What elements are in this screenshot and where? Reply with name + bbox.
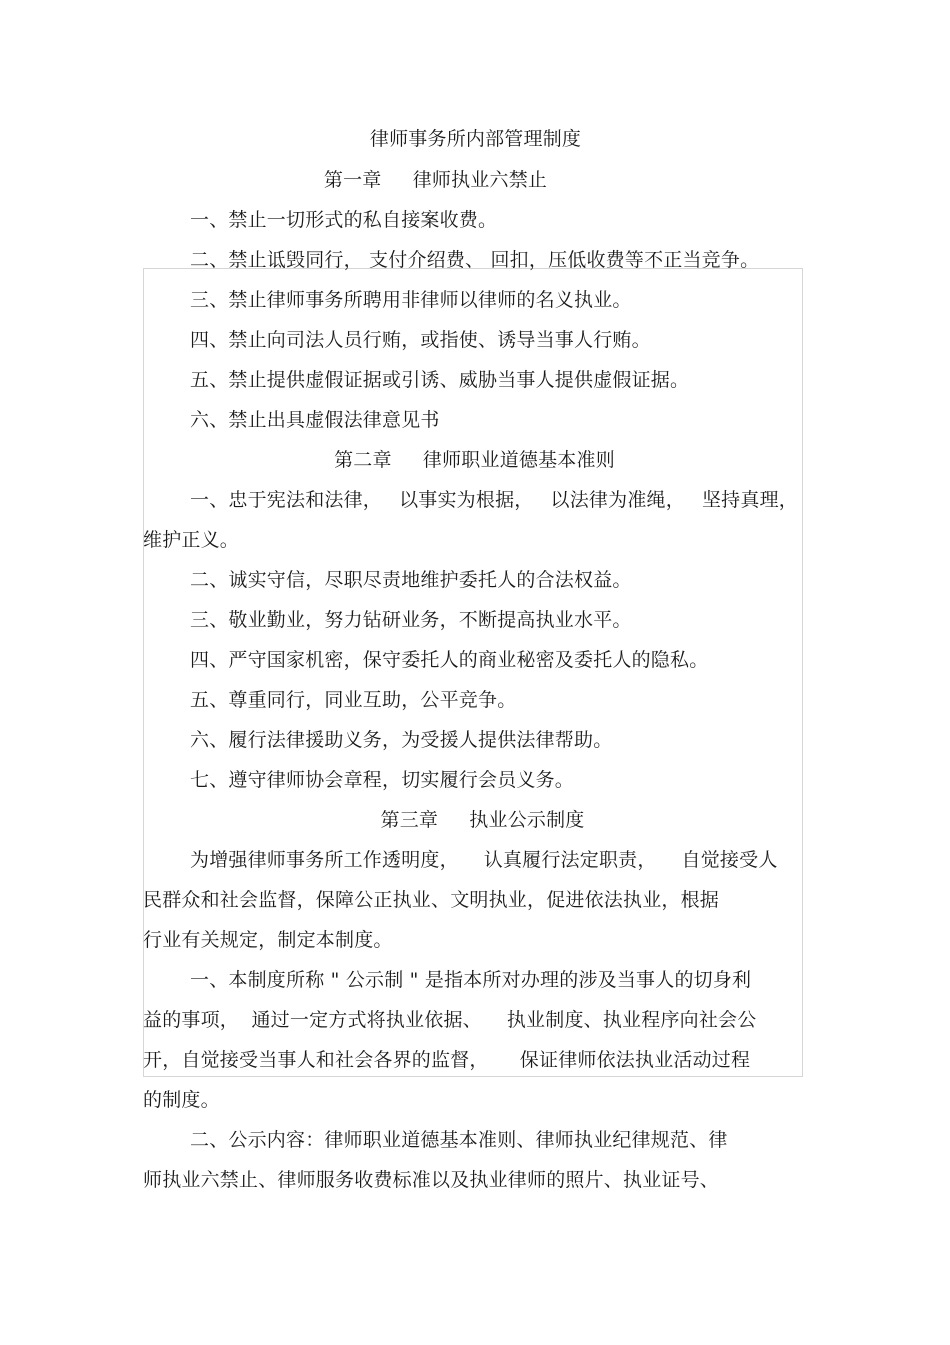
chapter-2-item-1-part-1: 一、忠于宪法和法律， bbox=[190, 489, 383, 511]
chapter-3-intro-line-3: 行业有关规定，制定本制度。 bbox=[143, 929, 393, 951]
chapter-2-item-1-part-2: 以事实为根据， bbox=[399, 489, 534, 511]
chapter-1-item-1: 一、禁止一切形式的私自接案收费。 bbox=[190, 209, 498, 231]
chapter-2-item-2: 二、诚实守信，尽职尽责地维护委托人的合法权益。 bbox=[190, 569, 632, 591]
chapter-1-item-2: 二、禁止诋毁同行， 支付介绍费、 回扣，压低收费等不正当竞争。 bbox=[190, 249, 760, 271]
chapter-2-item-3: 三、敬业勤业，努力钻研业务，不断提高执业水平。 bbox=[190, 609, 632, 631]
chapter-3-item-1-line-3: 开，自觉接受当事人和社会各界的监督， 保证律师依法执业活动过程 bbox=[143, 1049, 751, 1071]
chapter-3-intro-line-2: 民群众和社会监督，保障公正执业、文明执业，促进依法执业，根据 bbox=[143, 889, 720, 911]
chapter-1-item-6: 六、禁止出具虚假法律意见书 bbox=[190, 409, 440, 431]
chapter-1-item-4: 四、禁止向司法人员行贿，或指使、诱导当事人行贿。 bbox=[190, 329, 651, 351]
chapter-3-item-1-line-2: 益的事项， 通过一定方式将执业依据、 执业制度、执业程序向社会公 bbox=[143, 1009, 757, 1031]
chapter-2-item-6: 六、履行法律援助义务，为受援人提供法律帮助。 bbox=[190, 729, 613, 751]
chapter-1-item-3: 三、禁止律师事务所聘用非律师以律师的名义执业。 bbox=[190, 289, 632, 311]
chapter-2-item-4: 四、严守国家机密，保守委托人的商业秘密及委托人的隐私。 bbox=[190, 649, 709, 671]
document-title: 律师事务所内部管理制度 bbox=[369, 128, 582, 150]
chapter-2-item-7: 七、遵守律师协会章程，切实履行会员义务。 bbox=[190, 769, 575, 791]
chapter-2-item-1-part-3: 以法律为准绳， bbox=[550, 489, 685, 511]
chapter-2-heading: 第二章 律师职业道德基本准则 bbox=[334, 449, 615, 471]
chapter-1-heading: 第一章 律师执业六禁止 bbox=[323, 169, 548, 191]
chapter-2-item-1-line-2: 维护正义。 bbox=[143, 529, 240, 551]
chapter-3-heading: 第三章 执业公示制度 bbox=[380, 809, 585, 831]
chapter-2-item-1-line-1 bbox=[190, 485, 798, 515]
chapter-3-item-2-line-1: 二、公示内容：律师职业道德基本准则、律师执业纪律规范、律 bbox=[190, 1129, 728, 1151]
chapter-3-item-2-line-2: 师执业六禁止、律师服务收费标准以及执业律师的照片、执业证号、 bbox=[143, 1169, 720, 1191]
chapter-2-item-1-part-4: 坚持真理， bbox=[701, 489, 798, 511]
chapter-2-item-5: 五、尊重同行，同业互助，公平竞争。 bbox=[190, 689, 517, 711]
chapter-1-item-5: 五、禁止提供虚假证据或引诱、威胁当事人提供虚假证据。 bbox=[190, 369, 690, 391]
chapter-3-item-1-line-1: 一、本制度所称 " 公示制 " 是指本所对办理的涉及当事人的切身利 bbox=[190, 969, 752, 991]
chapter-3-item-1-line-4: 的制度。 bbox=[143, 1089, 220, 1111]
chapter-3-intro-line-1: 为增强律师事务所工作透明度， 认真履行法定职责， 自觉接受人 bbox=[190, 849, 778, 871]
